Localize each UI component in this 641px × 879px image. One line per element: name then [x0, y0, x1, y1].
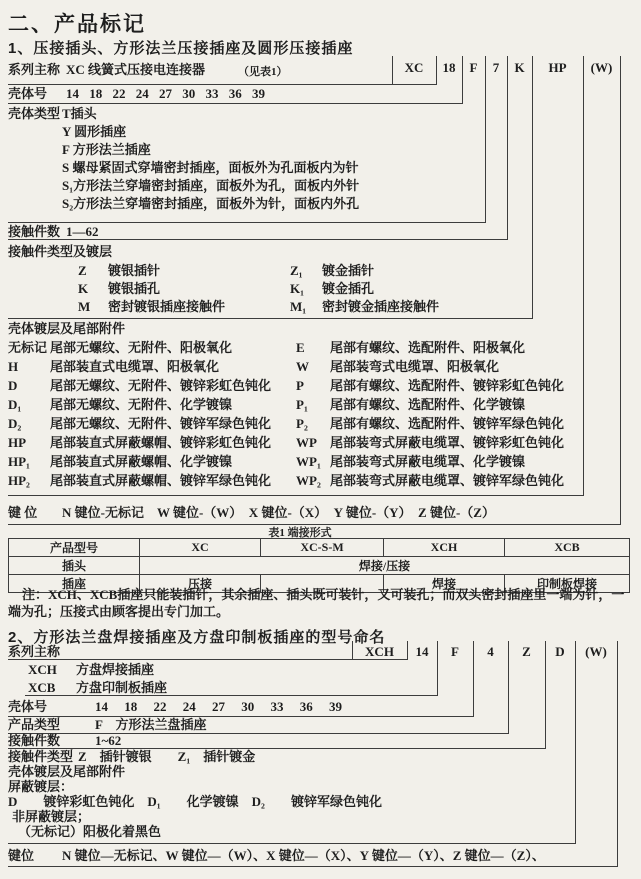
code-7: 7: [492, 60, 500, 75]
code-f2: F: [451, 644, 459, 659]
code-18: 18: [442, 60, 456, 75]
contact-type-desc: 镀银插孔: [108, 281, 161, 296]
plating-desc: 尾部装弯式电缆罩、阳极氧化: [330, 359, 500, 374]
plating-code: 无标记: [8, 340, 48, 355]
contact-type2-value: Z 插针镀银 Z₁ 插针镀金: [78, 749, 256, 764]
series2-label: 系列主称: [8, 644, 61, 659]
plating-desc: 尾部有螺纹、选配附件、化学镀镍: [330, 397, 526, 412]
plating-code: WP₁: [296, 454, 321, 469]
contact-type2-label: 接触件类型: [8, 749, 74, 764]
plating-desc: 尾部有螺纹、选配附件、阳极氧化: [330, 340, 526, 355]
table-cell: 压接: [140, 575, 261, 593]
table1-note: 注：XCH、XCB插座只能装插针，其余插座、插头既可装针，又可装孔；而双头密封插座里一端为针，一端为孔；压接式由顾客提出专门加工。: [8, 587, 625, 619]
code-d: D: [555, 644, 565, 659]
plating2-label: 壳体镀层及尾部附件: [8, 764, 126, 779]
plating-desc: 尾部装直式屏蔽螺帽、化学镀镍: [50, 454, 233, 469]
contact-type-code: K₁: [290, 281, 305, 296]
table-cell: 插座: [9, 575, 140, 593]
code-w: (W): [590, 60, 613, 75]
plating-desc: 尾部无螺纹、无附件、镀锌彩虹色钝化: [50, 378, 272, 393]
plating-desc: 尾部装弯式屏蔽电缆罩、镀锌彩虹色钝化: [330, 435, 565, 450]
series2-def-desc: 方盘焊接插座: [76, 662, 155, 677]
plating-code: HP₂: [8, 473, 30, 488]
table-row: [9, 539, 630, 557]
plating-desc: 尾部装弯式屏蔽电缆罩、化学镀镍: [330, 454, 526, 469]
shell-type-item: S₂方形法兰穿墙密封插座，面板外为针，面板内外孔: [62, 196, 360, 211]
shell-type-item: Y 圆形插座: [62, 124, 127, 139]
plating-code: H: [8, 359, 19, 374]
page-title: 二、产品标记: [8, 13, 146, 36]
plating-code: E: [296, 340, 305, 355]
shell-no2-values: 14 18 22 24 27 30 33 36 39: [95, 699, 342, 714]
contact-type-desc: 密封镀金插座接触件: [322, 299, 440, 314]
contact-type-label: 接触件类型及镀层: [8, 244, 113, 259]
contact-type-desc: 镀金插针: [322, 263, 375, 278]
code-w2: (W): [585, 644, 607, 659]
code-xch: XCH: [365, 644, 394, 659]
plating-desc: 尾部有螺纹、选配附件、镀锌军绿色钝化: [330, 416, 565, 431]
shell-no-values: 14 18 22 24 27 30 33 36 39: [66, 86, 265, 101]
plating-code: P₂: [296, 416, 308, 431]
product-type-label: 产品类型: [8, 717, 61, 732]
plating-desc: 尾部装弯式屏蔽电缆罩、镀锌军绿色钝化: [330, 473, 565, 488]
code-hp: HP: [548, 60, 567, 75]
table1: [8, 538, 630, 593]
nonshield-label: 非屏蔽镀层；: [12, 809, 91, 824]
contact-type-code: Z: [78, 263, 87, 278]
product-type-value: F 方形法兰盘插座: [95, 717, 207, 732]
code-xc: XC: [404, 60, 424, 75]
code-z: Z: [522, 644, 531, 659]
plating-code: D: [8, 378, 18, 393]
table-header: XC: [140, 539, 261, 557]
plating-code: D₂: [8, 416, 22, 431]
plating-desc: 尾部有螺纹、选配附件、镀锌彩虹色钝化: [330, 378, 565, 393]
plating-desc: 尾部装直式屏蔽螺帽、镀锌彩虹色钝化: [50, 435, 272, 450]
key-label: 键 位: [8, 505, 38, 520]
key-value: N 键位-无标记 W 键位-（W） X 键位-（X） Y 键位-（Y） Z 键位-（Z）: [62, 505, 495, 520]
code-14: 14: [415, 644, 429, 659]
contact-type-code: M: [78, 299, 91, 314]
series-label: 系列主称: [8, 62, 61, 77]
code-4: 4: [487, 644, 494, 659]
plating-desc: 尾部装直式电缆罩、阳极氧化: [50, 359, 220, 374]
plating-desc: 尾部无螺纹、无附件、阳极氧化: [50, 340, 233, 355]
code-f: F: [469, 60, 478, 75]
plating-code: HP₁: [8, 454, 30, 469]
key2-label: 键位: [8, 848, 35, 863]
table-header: XCB: [505, 539, 630, 557]
section1-heading: 1、压接插头、方形法兰压接插座及圆形压接插座: [8, 40, 354, 57]
plating-code: HP: [8, 435, 27, 450]
contact-type-code: M₁: [290, 299, 307, 314]
shell-type-item: S₁方形法兰穿墙密封插座，面板外为孔，面板内外针: [62, 178, 360, 193]
code-k: K: [514, 60, 525, 75]
shield-value: D 镀锌彩虹色钝化 D₁ 化学镀镍 D₂ 镀锌军绿色钝化: [8, 794, 382, 809]
contact-type-desc: 镀金插孔: [322, 281, 375, 296]
table-cell: 插头: [9, 557, 140, 575]
table1-title: 表1 端接形式: [268, 527, 332, 539]
shell-no2-label: 壳体号: [8, 699, 48, 714]
plating-desc: 尾部无螺纹、无附件、化学镀镍: [50, 397, 233, 412]
series2-def-code: XCB: [28, 680, 56, 695]
shell-type-item: T插头: [62, 106, 97, 121]
contact-count2-label: 接触件数: [8, 733, 61, 748]
contact-count-label: 接触件数: [8, 224, 61, 239]
table-cell: 焊接/压接: [140, 557, 630, 575]
shell-type-item: F 方形法兰插座: [62, 142, 151, 157]
table-header: XC-S-M: [261, 539, 384, 557]
nonshield-value: （无标记）阳极化着黑色: [18, 824, 162, 839]
section2-heading: 2、方形法兰盘焊接插座及方盘印制板插座的型号命名: [8, 629, 386, 646]
plating-desc: 尾部装直式屏蔽螺帽、镀锌军绿色钝化: [50, 473, 272, 488]
plating-code: WP₂: [296, 473, 321, 488]
table-cell: 印制板焊接: [505, 575, 630, 593]
contact-type-code: K: [78, 281, 89, 296]
shell-no-label: 壳体号: [8, 86, 48, 101]
plating-desc: 尾部无螺纹、无附件、镀锌军绿色钝化: [50, 416, 272, 431]
plating-code: WP: [296, 435, 317, 450]
contact-count-value: 1—62: [66, 224, 99, 239]
table-row: [9, 557, 630, 575]
plating-label: 壳体镀层及尾部附件: [8, 321, 126, 336]
key2-value: N 键位—无标记、W 键位—（W）、X 键位—（X）、Y 键位—（Y）、Z 键位—（Z）、: [62, 848, 545, 863]
contact-type-code: Z₁: [290, 263, 303, 278]
contact-type-desc: 密封镀银插座接触件: [108, 299, 226, 314]
contact-count2-value: 1~62: [95, 733, 122, 748]
plating-code: D₁: [8, 397, 22, 412]
table-cell: 焊接: [384, 575, 505, 593]
shell-type-item: S 螺母紧固式穿墙密封插座，面板外为孔面板内为针: [62, 160, 359, 175]
series2-def-code: XCH: [28, 662, 57, 677]
shell-type-label: 壳体类型: [8, 106, 61, 121]
series2-def-desc: 方盘印制板插座: [76, 680, 168, 695]
table-header: XCH: [384, 539, 505, 557]
series-note: （见表1）: [238, 66, 288, 78]
contact-type-desc: 镀银插针: [108, 263, 161, 278]
plating-code: W: [296, 359, 309, 374]
series-value: XC 线簧式压接电连接器: [66, 62, 206, 77]
plating-code: P: [296, 378, 304, 393]
table-header: 产品型号: [9, 539, 140, 557]
plating-code: P₁: [296, 397, 308, 412]
shield-label: 屏蔽镀层：: [8, 779, 74, 794]
